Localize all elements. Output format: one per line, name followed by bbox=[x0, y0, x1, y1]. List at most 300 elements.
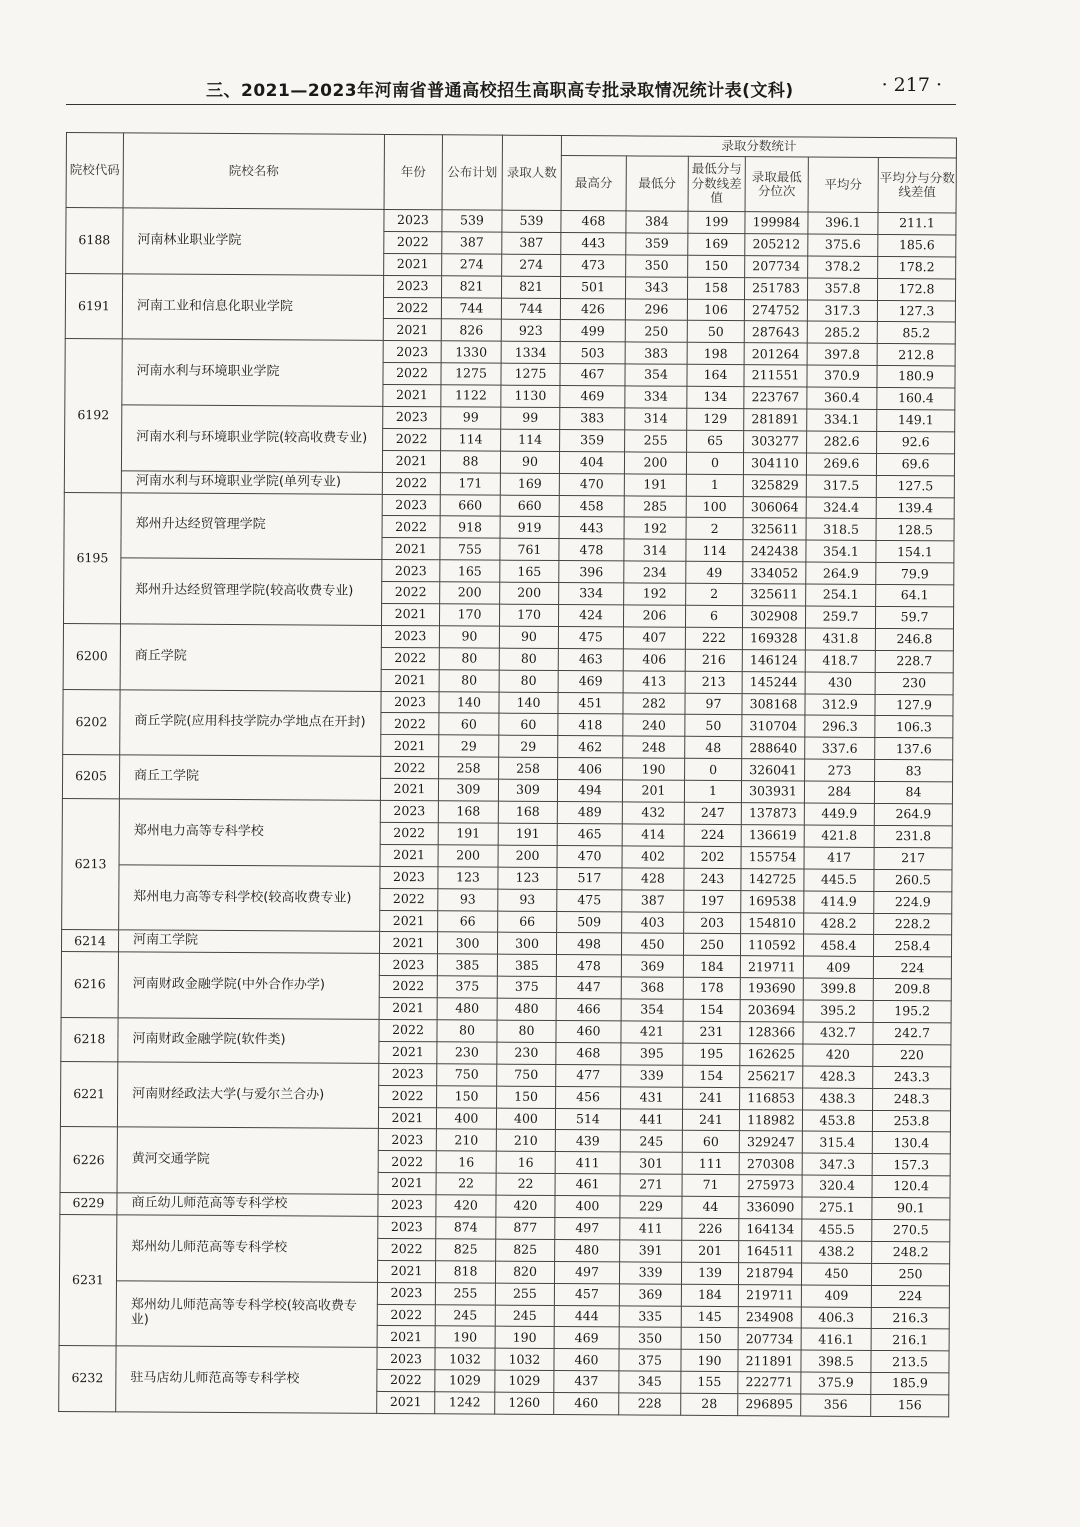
cell-min: 406 bbox=[623, 649, 685, 671]
cell-max: 439 bbox=[555, 1130, 620, 1152]
school-name: 河南财政金融学院(软件类) bbox=[118, 1018, 379, 1063]
cell-min-rank: 303931 bbox=[741, 781, 804, 803]
cell-plan: 114 bbox=[441, 429, 501, 451]
cell-year: 2022 bbox=[379, 1085, 437, 1107]
cell-avg-diff: 224.9 bbox=[874, 891, 952, 913]
cell-plan: 200 bbox=[440, 582, 500, 604]
cell-admitted: 168 bbox=[498, 801, 557, 823]
cell-plan: 375 bbox=[437, 976, 497, 998]
cell-min-diff: 241 bbox=[683, 1087, 740, 1109]
cell-avg-diff: 59.7 bbox=[875, 606, 953, 628]
cell-min-diff: 114 bbox=[686, 540, 743, 562]
cell-avg-diff: 248.2 bbox=[872, 1241, 950, 1263]
cell-min-rank: 128366 bbox=[740, 1022, 803, 1044]
cell-plan: 387 bbox=[442, 232, 502, 254]
cell-min: 206 bbox=[623, 605, 685, 627]
cell-min-rank: 306064 bbox=[743, 496, 806, 518]
cell-min-rank: 162625 bbox=[740, 1043, 803, 1065]
cell-min-rank: 325611 bbox=[743, 518, 806, 540]
cell-min-diff: 203 bbox=[684, 912, 741, 934]
cell-min: 192 bbox=[624, 517, 686, 539]
cell-avg-diff: 127.9 bbox=[875, 694, 953, 716]
cell-min-rank: 222771 bbox=[738, 1372, 801, 1394]
cell-max: 468 bbox=[556, 1042, 621, 1064]
cell-max: 443 bbox=[561, 232, 626, 254]
cell-admitted: 258 bbox=[499, 757, 558, 779]
cell-avg: 269.6 bbox=[806, 453, 876, 475]
cell-avg: 285.2 bbox=[807, 321, 877, 343]
cell-min-diff: 44 bbox=[682, 1196, 739, 1218]
cell-avg-diff: 156 bbox=[871, 1395, 949, 1417]
cell-min-diff: 184 bbox=[683, 956, 740, 978]
cell-admitted: 140 bbox=[499, 692, 558, 714]
cell-min: 296 bbox=[625, 298, 687, 320]
cell-admitted: 80 bbox=[499, 670, 558, 692]
cell-avg: 438.2 bbox=[802, 1241, 872, 1263]
cell-min-rank: 242438 bbox=[743, 540, 806, 562]
cell-min-rank: 219711 bbox=[738, 1284, 801, 1306]
cell-admitted: 165 bbox=[500, 560, 559, 582]
table-row bbox=[61, 1017, 951, 1044]
cell-avg: 445.5 bbox=[804, 869, 874, 891]
cell-avg: 409 bbox=[801, 1285, 871, 1307]
cell-admitted: 919 bbox=[500, 517, 559, 539]
cell-year: 2023 bbox=[381, 691, 439, 713]
cell-avg-diff: 224 bbox=[873, 957, 951, 979]
cell-year: 2023 bbox=[378, 1129, 436, 1151]
cell-min-diff: 134 bbox=[687, 386, 744, 408]
cell-avg-diff: 172.8 bbox=[877, 278, 955, 300]
cell-year: 2022 bbox=[381, 757, 439, 779]
cell-max: 460 bbox=[554, 1393, 619, 1415]
cell-year: 2021 bbox=[382, 538, 440, 560]
cell-max: 469 bbox=[554, 1327, 619, 1349]
cell-admitted: 387 bbox=[502, 232, 561, 254]
school-code: 6188 bbox=[66, 208, 123, 274]
cell-min-diff: 150 bbox=[681, 1328, 738, 1350]
cell-min: 250 bbox=[625, 320, 687, 342]
cell-min-diff: 178 bbox=[683, 977, 740, 999]
cell-max: 359 bbox=[560, 429, 625, 451]
cell-plan: 190 bbox=[435, 1326, 495, 1348]
school-code: 6214 bbox=[61, 930, 118, 952]
cell-min: 339 bbox=[619, 1262, 681, 1284]
cell-avg: 453.8 bbox=[802, 1110, 872, 1132]
cell-plan: 1330 bbox=[441, 341, 501, 363]
cell-avg: 420 bbox=[803, 1044, 873, 1066]
cell-avg-diff: 92.6 bbox=[877, 431, 955, 453]
cell-min: 411 bbox=[620, 1218, 682, 1240]
cell-min-diff: 60 bbox=[682, 1131, 739, 1153]
cell-min-diff: 199 bbox=[688, 211, 745, 233]
cell-max: 426 bbox=[560, 298, 625, 320]
cell-min-rank: 211551 bbox=[744, 365, 807, 387]
table-row bbox=[64, 492, 954, 519]
cell-plan: 60 bbox=[439, 713, 499, 735]
cell-plan: 385 bbox=[437, 954, 497, 976]
cell-admitted: 1334 bbox=[501, 342, 560, 364]
cell-min: 192 bbox=[624, 583, 686, 605]
cell-max: 451 bbox=[558, 692, 623, 714]
cell-min: 441 bbox=[620, 1108, 682, 1130]
cell-year: 2021 bbox=[378, 1173, 436, 1195]
school-name: 河南水利与环境职业学院(单列专业) bbox=[121, 471, 382, 494]
cell-min-rank: 169538 bbox=[741, 890, 804, 912]
cell-max: 460 bbox=[556, 1020, 621, 1042]
cell-min: 191 bbox=[624, 474, 686, 496]
cell-min: 228 bbox=[619, 1393, 681, 1415]
cell-min: 391 bbox=[620, 1240, 682, 1262]
cell-admitted: 385 bbox=[497, 954, 556, 976]
cell-year: 2021 bbox=[380, 844, 438, 866]
cell-min-rank: 164511 bbox=[739, 1240, 802, 1262]
cell-plan: 821 bbox=[441, 275, 501, 297]
cell-admitted: 274 bbox=[502, 254, 561, 276]
cell-min: 395 bbox=[621, 1043, 683, 1065]
table-row bbox=[62, 864, 952, 891]
header-avg: 平均分 bbox=[808, 157, 878, 212]
school-name: 河南水利与环境职业学院(较高收费专业) bbox=[121, 405, 382, 472]
cell-min: 369 bbox=[619, 1284, 681, 1306]
cell-admitted: 820 bbox=[495, 1261, 554, 1283]
cell-min-diff: 154 bbox=[683, 999, 740, 1021]
cell-admitted: 80 bbox=[497, 1020, 556, 1042]
cell-year: 2023 bbox=[383, 406, 441, 428]
cell-avg-diff: 217 bbox=[874, 847, 952, 869]
cell-avg: 318.5 bbox=[806, 518, 876, 540]
cell-avg: 356 bbox=[801, 1394, 871, 1416]
school-name: 商丘工学院 bbox=[119, 755, 380, 800]
cell-min-diff: 145 bbox=[681, 1306, 738, 1328]
cell-min-diff: 1 bbox=[686, 474, 743, 496]
cell-year: 2022 bbox=[378, 1238, 436, 1260]
cell-min: 229 bbox=[620, 1196, 682, 1218]
cell-admitted: 877 bbox=[496, 1217, 555, 1239]
cell-max: 489 bbox=[557, 802, 622, 824]
cell-min-rank: 118982 bbox=[739, 1109, 802, 1131]
school-name: 商丘学院 bbox=[120, 624, 381, 691]
cell-year: 2023 bbox=[381, 625, 439, 647]
school-name: 郑州升达经贸管理学院 bbox=[121, 492, 382, 559]
cell-admitted: 300 bbox=[497, 933, 556, 955]
cell-avg-diff: 185.9 bbox=[871, 1373, 949, 1395]
table-row bbox=[64, 558, 954, 585]
cell-avg: 397.8 bbox=[807, 343, 877, 365]
cell-min: 301 bbox=[620, 1152, 682, 1174]
table-body bbox=[59, 208, 956, 1417]
cell-plan: 171 bbox=[440, 472, 500, 494]
cell-min-rank: 329247 bbox=[739, 1131, 802, 1153]
cell-admitted: 90 bbox=[499, 626, 558, 648]
cell-max: 497 bbox=[554, 1261, 619, 1283]
cell-max: 469 bbox=[560, 386, 625, 408]
cell-min-rank: 169328 bbox=[742, 628, 805, 650]
cell-min-rank: 137873 bbox=[741, 803, 804, 825]
table-row bbox=[59, 1346, 949, 1373]
cell-max: 475 bbox=[558, 626, 623, 648]
cell-min-diff: 65 bbox=[687, 430, 744, 452]
cell-avg: 395.2 bbox=[803, 1000, 873, 1022]
cell-min: 255 bbox=[625, 430, 687, 452]
cell-avg: 431.8 bbox=[805, 628, 875, 650]
school-code: 6205 bbox=[62, 755, 119, 799]
cell-admitted: 923 bbox=[501, 320, 560, 342]
cell-year: 2022 bbox=[382, 582, 440, 604]
cell-admitted: 80 bbox=[499, 648, 558, 670]
cell-min: 343 bbox=[625, 277, 687, 299]
cell-avg-diff: 224 bbox=[871, 1285, 949, 1307]
cell-avg: 458.4 bbox=[803, 934, 873, 956]
cell-max: 462 bbox=[558, 736, 623, 758]
cell-plan: 1275 bbox=[441, 363, 501, 385]
cell-min-diff: 247 bbox=[684, 802, 741, 824]
cell-min: 414 bbox=[622, 824, 684, 846]
cell-min-diff: 250 bbox=[683, 934, 740, 956]
cell-year: 2021 bbox=[377, 1326, 435, 1348]
page-number: · 217 · bbox=[881, 74, 942, 96]
cell-min-diff: 139 bbox=[681, 1262, 738, 1284]
cell-min-diff: 155 bbox=[681, 1371, 738, 1393]
cell-avg-diff: 106.3 bbox=[875, 716, 953, 738]
cell-min-rank: 325611 bbox=[743, 584, 806, 606]
cell-avg-diff: 120.4 bbox=[872, 1176, 950, 1198]
cell-plan: 480 bbox=[437, 998, 497, 1020]
cell-year: 2023 bbox=[377, 1282, 435, 1304]
table-row bbox=[63, 755, 953, 782]
table-row bbox=[59, 1280, 949, 1307]
cell-plan: 1029 bbox=[435, 1370, 495, 1392]
cell-year: 2023 bbox=[379, 1063, 437, 1085]
cell-plan: 90 bbox=[439, 626, 499, 648]
header-min-rank: 录取最低分位次 bbox=[745, 157, 808, 212]
cell-max: 467 bbox=[560, 364, 625, 386]
school-code: 6191 bbox=[65, 273, 122, 339]
cell-min: 350 bbox=[619, 1327, 681, 1349]
cell-min: 413 bbox=[623, 671, 685, 693]
school-name: 河南林业职业学院 bbox=[123, 208, 384, 275]
cell-min: 200 bbox=[624, 452, 686, 474]
cell-plan: 818 bbox=[435, 1261, 495, 1283]
school-code: 6231 bbox=[59, 1214, 117, 1346]
cell-min-diff: 48 bbox=[685, 737, 742, 759]
cell-admitted: 90 bbox=[500, 451, 559, 473]
cell-plan: 93 bbox=[438, 888, 498, 910]
cell-avg-diff: 178.2 bbox=[878, 256, 956, 278]
cell-avg: 357.8 bbox=[807, 278, 877, 300]
cell-max: 470 bbox=[557, 845, 622, 867]
cell-min-diff: 6 bbox=[685, 605, 742, 627]
school-code: 6226 bbox=[60, 1127, 117, 1193]
cell-min: 271 bbox=[620, 1174, 682, 1196]
cell-min: 402 bbox=[622, 846, 684, 868]
cell-avg: 354.1 bbox=[806, 540, 876, 562]
cell-min-rank: 281891 bbox=[744, 409, 807, 431]
cell-min-diff: 2 bbox=[686, 583, 743, 605]
cell-plan: 165 bbox=[440, 560, 500, 582]
cell-avg: 418.7 bbox=[805, 650, 875, 672]
cell-year: 2021 bbox=[384, 253, 442, 275]
cell-plan: 255 bbox=[435, 1282, 495, 1304]
cell-avg-diff: 216.3 bbox=[871, 1307, 949, 1329]
cell-min: 450 bbox=[621, 933, 683, 955]
cell-plan: 750 bbox=[437, 1064, 497, 1086]
school-code: 6202 bbox=[63, 689, 120, 755]
cell-plan: 29 bbox=[439, 735, 499, 757]
cell-year: 2022 bbox=[381, 647, 439, 669]
cell-min: 335 bbox=[619, 1305, 681, 1327]
cell-plan: 660 bbox=[440, 494, 500, 516]
cell-admitted: 750 bbox=[497, 1064, 556, 1086]
cell-year: 2023 bbox=[383, 341, 441, 363]
cell-avg-diff: 85.2 bbox=[877, 322, 955, 344]
school-name: 河南水利与环境职业学院 bbox=[122, 339, 383, 406]
cell-max: 418 bbox=[558, 714, 623, 736]
header-name: 院校名称 bbox=[123, 133, 384, 210]
cell-min-rank: 303277 bbox=[744, 431, 807, 453]
cell-avg: 320.4 bbox=[802, 1175, 872, 1197]
cell-min-rank: 154810 bbox=[741, 912, 804, 934]
cell-min-rank: 203694 bbox=[740, 1000, 803, 1022]
cell-avg-diff: 250 bbox=[871, 1263, 949, 1285]
cell-avg-diff: 69.6 bbox=[876, 453, 954, 475]
table-row bbox=[62, 799, 952, 826]
school-name: 河南工业和信息化职业学院 bbox=[122, 274, 383, 341]
cell-max: 465 bbox=[557, 823, 622, 845]
cell-plan: 22 bbox=[436, 1173, 496, 1195]
cell-admitted: 200 bbox=[498, 845, 557, 867]
cell-min-rank: 326041 bbox=[742, 759, 805, 781]
cell-avg: 450 bbox=[801, 1263, 871, 1285]
cell-admitted: 230 bbox=[497, 1042, 556, 1064]
cell-max: 466 bbox=[556, 999, 621, 1021]
cell-min: 387 bbox=[622, 890, 684, 912]
cell-avg: 337.6 bbox=[805, 737, 875, 759]
cell-admitted: 114 bbox=[501, 429, 560, 451]
cell-avg-diff: 243.3 bbox=[873, 1066, 951, 1088]
cell-min-diff: 50 bbox=[687, 321, 744, 343]
cell-year: 2021 bbox=[383, 385, 441, 407]
cell-max: 478 bbox=[559, 539, 624, 561]
cell-min: 282 bbox=[623, 693, 685, 715]
cell-max: 478 bbox=[556, 955, 621, 977]
table-row bbox=[60, 1127, 950, 1154]
cell-admitted: 123 bbox=[498, 867, 557, 889]
cell-avg: 264.9 bbox=[806, 562, 876, 584]
cell-avg: 324.4 bbox=[806, 497, 876, 519]
cell-year: 2023 bbox=[380, 866, 438, 888]
cell-min: 375 bbox=[619, 1349, 681, 1371]
cell-max: 498 bbox=[556, 933, 621, 955]
cell-min-diff: 222 bbox=[685, 627, 742, 649]
cell-admitted: 761 bbox=[500, 539, 559, 561]
cell-min: 354 bbox=[625, 364, 687, 386]
cell-min-rank: 325829 bbox=[743, 474, 806, 496]
cell-min-rank: 142725 bbox=[741, 868, 804, 890]
cell-min-diff: 202 bbox=[684, 846, 741, 868]
cell-avg-diff: 130.4 bbox=[872, 1132, 950, 1154]
cell-year: 2021 bbox=[379, 1041, 437, 1063]
cell-avg: 430 bbox=[805, 672, 875, 694]
cell-avg: 347.3 bbox=[802, 1153, 872, 1175]
cell-avg: 399.8 bbox=[803, 978, 873, 1000]
cell-admitted: 825 bbox=[496, 1239, 555, 1261]
header-admitted: 录取人数 bbox=[502, 135, 561, 210]
cell-min: 201 bbox=[622, 780, 684, 802]
cell-min-rank: 308168 bbox=[742, 693, 805, 715]
cell-min-rank: 336090 bbox=[739, 1197, 802, 1219]
cell-min: 359 bbox=[626, 233, 688, 255]
cell-avg-diff: 157.3 bbox=[872, 1154, 950, 1176]
cell-admitted: 1130 bbox=[501, 385, 560, 407]
cell-avg: 360.4 bbox=[807, 387, 877, 409]
cell-max: 475 bbox=[557, 889, 622, 911]
cell-avg-diff: 79.9 bbox=[876, 563, 954, 585]
cell-min: 314 bbox=[624, 539, 686, 561]
school-code: 6229 bbox=[60, 1193, 117, 1215]
cell-min-rank: 193690 bbox=[740, 978, 803, 1000]
cell-avg: 334.1 bbox=[807, 409, 877, 431]
cell-avg-diff: 212.8 bbox=[877, 344, 955, 366]
cell-max: 470 bbox=[559, 473, 624, 495]
cell-min-rank: 207734 bbox=[745, 255, 808, 277]
cell-min-diff: 224 bbox=[684, 824, 741, 846]
cell-min-rank: 136619 bbox=[741, 825, 804, 847]
cell-plan: 1122 bbox=[441, 385, 501, 407]
cell-admitted: 1029 bbox=[495, 1370, 554, 1392]
cell-min-rank: 256217 bbox=[740, 1065, 803, 1087]
cell-max: 444 bbox=[554, 1305, 619, 1327]
cell-avg-diff: 258.4 bbox=[873, 935, 951, 957]
cell-min-diff: 213 bbox=[685, 671, 742, 693]
cell-admitted: 480 bbox=[497, 998, 556, 1020]
cell-min-rank: 110592 bbox=[740, 934, 803, 956]
cell-year: 2021 bbox=[381, 735, 439, 757]
cell-admitted: 255 bbox=[495, 1283, 554, 1305]
school-code: 6232 bbox=[59, 1346, 116, 1412]
cell-min: 314 bbox=[625, 408, 687, 430]
cell-avg-diff: 246.8 bbox=[875, 628, 953, 650]
cell-min: 339 bbox=[621, 1065, 683, 1087]
school-name: 商丘幼儿师范高等专科学校 bbox=[117, 1193, 378, 1216]
cell-avg-diff: 139.4 bbox=[876, 497, 954, 519]
cell-admitted: 420 bbox=[496, 1195, 555, 1217]
cell-year: 2022 bbox=[378, 1151, 436, 1173]
cell-admitted: 150 bbox=[497, 1086, 556, 1108]
cell-min: 384 bbox=[626, 211, 688, 233]
cell-plan: 258 bbox=[439, 757, 499, 779]
cell-max: 477 bbox=[556, 1064, 621, 1086]
cell-min-diff: 106 bbox=[687, 299, 744, 321]
cell-min-rank: 334052 bbox=[743, 562, 806, 584]
school-name: 郑州幼儿师范高等专科学校 bbox=[116, 1215, 377, 1282]
cell-max: 497 bbox=[555, 1217, 620, 1239]
cell-min: 234 bbox=[624, 561, 686, 583]
cell-max: 509 bbox=[557, 911, 622, 933]
cell-year: 2023 bbox=[383, 275, 441, 297]
cell-avg-diff: 228.2 bbox=[874, 913, 952, 935]
cell-admitted: 1032 bbox=[495, 1348, 554, 1370]
cell-min: 403 bbox=[622, 911, 684, 933]
cell-admitted: 744 bbox=[501, 298, 560, 320]
cell-admitted: 190 bbox=[495, 1327, 554, 1349]
school-name: 郑州电力高等专科学校(较高收费专业) bbox=[119, 865, 380, 932]
cell-min-diff: 111 bbox=[682, 1153, 739, 1175]
cell-plan: 826 bbox=[441, 319, 501, 341]
table-row bbox=[63, 689, 953, 716]
cell-min-diff: 49 bbox=[686, 562, 743, 584]
table-row bbox=[61, 952, 951, 979]
cell-avg-diff: 242.7 bbox=[873, 1022, 951, 1044]
